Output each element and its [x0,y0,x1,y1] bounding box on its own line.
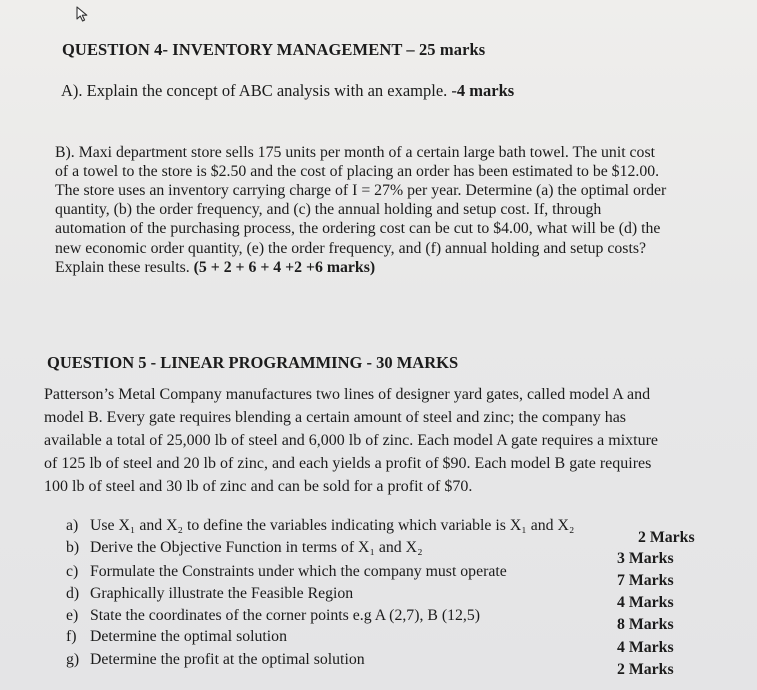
question-4b-line: quantity, (b) the order frequency, and (c) the annual holding and setup cost. If, through [55,201,602,218]
question-4b-explain: Explain these results. [55,259,194,276]
question-5-item-a [66,517,574,535]
item-b-marks: 3 Marks [617,550,674,567]
item-text: Derive the Objective Function in terms of X₁ and X₂ [90,539,423,556]
item-letter: d) [66,585,80,602]
question-4b-last-line [55,259,375,277]
item-a-marks: 2 Marks [638,529,695,546]
question-5-paragraph-line: available a total of 25,000 lb of steel and 6,000 lb of zinc. Each model A gate requires a mixture [44,432,659,449]
question-4-title: QUESTION 4- INVENTORY MANAGEMENT – 25 marks [62,40,486,59]
question-5-paragraph-line: Patterson’s Metal Company manufactures two lines of designer yard gates, called model A and [44,386,651,403]
item-letter: a) [66,517,79,534]
item-text: Formulate the Constraints under which the company must operate [90,563,507,580]
question-5-item-d [66,585,353,603]
question-5-item-e [66,607,480,625]
question-4b-marks: (5 + 2 + 6 + 4 +2 +6 marks) [193,259,376,276]
item-text: Determine the profit at the optimal solution [90,651,365,668]
question-5-paragraph-line: model B. Every gate requires blending a certain amount of steel and zinc; the company has [44,409,627,426]
item-letter: f) [66,628,77,645]
question-4a-text: A). Explain the concept of ABC analysis with an example. - [61,81,457,100]
mouse-cursor-icon [76,6,90,22]
question-4b-line: The store uses an inventory carrying charge of I = 27% per year. Determine (a) the optimal order [55,182,667,199]
question-4a-marks: 4 marks [456,81,515,100]
question-4b-line: new economic order quantity, (e) the order frequency, and (f) annual holding and setup costs? [55,240,646,257]
item-letter: e) [66,607,79,624]
question-5-item-g [66,651,365,669]
question-4a [61,81,514,101]
item-e-marks: 8 Marks [617,616,674,633]
question-5-item-c [66,563,507,581]
item-d-marks: 4 Marks [617,594,674,611]
item-letter: c) [66,563,79,580]
item-text: State the coordinates of the corner points e.g A (2,7), B (12,5) [90,607,481,624]
question-5-paragraph-line: 100 lb of steel and 30 lb of zinc and can be sold for a profit of $70. [44,478,473,495]
question-5-item-f [66,628,287,646]
question-4b-line: automation of the purchasing process, the ordering cost can be cut to $4.00, what will be (d) the [55,220,661,237]
question-4b-line: of a towel to the store is $2.50 and the cost of placing an order has been estimated to be $12.00. [55,163,660,180]
item-text: Determine the optimal solution [90,628,287,645]
item-letter: b) [66,539,80,556]
item-g-marks: 2 Marks [617,661,674,678]
item-letter: g) [66,651,80,668]
question-5-title: QUESTION 5 - LINEAR PROGRAMMING - 30 MARKS [47,353,459,372]
item-c-marks: 7 Marks [617,572,674,589]
question-4b-line: B). Maxi department store sells 175 units per month of a certain large bath towel. The unit cost [55,144,655,161]
item-text: Use X₁ and X₂ to define the variables indicating which variable is X₁ and X₂ [90,517,575,534]
item-f-marks: 4 Marks [617,639,674,656]
question-5-item-b [66,539,423,557]
question-5-paragraph-line: of 125 lb of steel and 20 lb of zinc, and each yields a profit of $90. Each model B gate requires [44,455,652,472]
item-text: Graphically illustrate the Feasible Region [90,585,354,602]
